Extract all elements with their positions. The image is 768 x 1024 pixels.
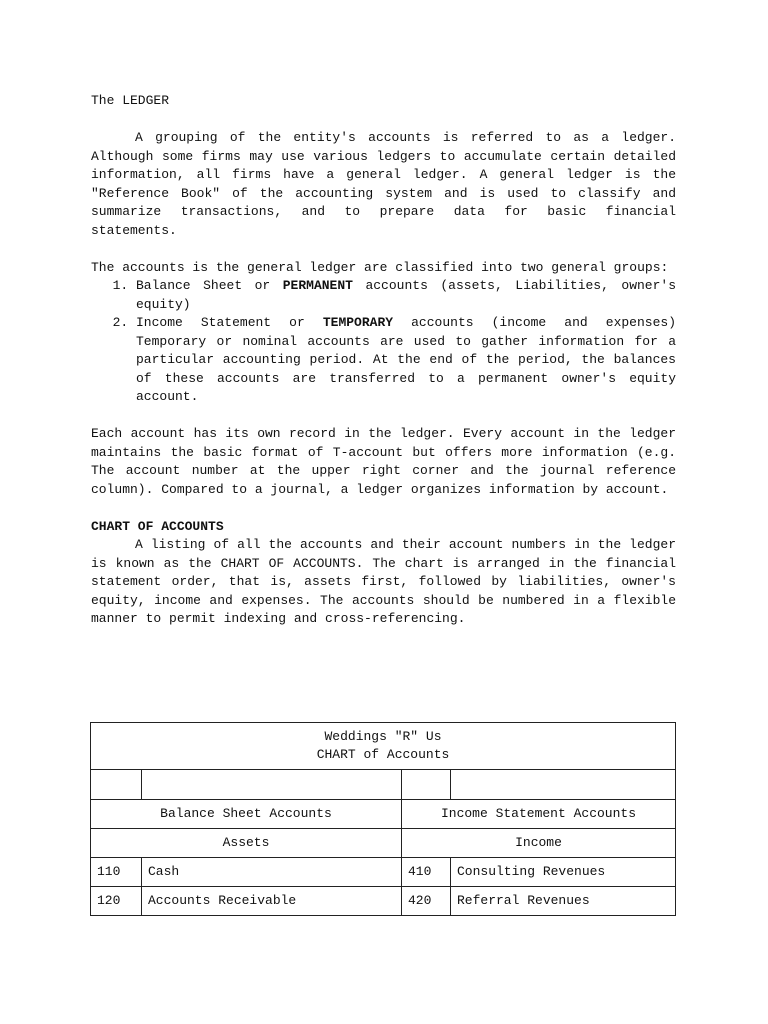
balance-sheet-header: Balance Sheet Accounts — [91, 800, 402, 829]
table-row — [91, 858, 676, 887]
chart-of-accounts-paragraph: A listing of all the accounts and their account numbers in the ledger is known as the CHART OF ACCOUNTS. The chart is arranged in the financial statement order, that is, assets first, followed by liabilities, owner's equity, income and expenses. The accounts should be numbered in a flexible manner to permit indexing and cross-referencing. — [91, 537, 676, 626]
document-title: The LEDGER — [91, 93, 170, 108]
account-name: Cash — [142, 858, 402, 887]
chart-of-accounts-table — [90, 722, 676, 916]
account-name: Consulting Revenues — [451, 858, 676, 887]
table-title: Weddings "R" Us CHART of Accounts — [91, 723, 676, 770]
account-number: 110 — [91, 858, 142, 887]
income-statement-header: Income Statement Accounts — [402, 800, 676, 829]
table-row — [91, 887, 676, 916]
account-number: 120 — [91, 887, 142, 916]
income-header: Income — [402, 829, 676, 858]
account-name: Accounts Receivable — [142, 887, 402, 916]
intro-paragraph: A grouping of the entity's accounts is referred to as a ledger. Although some firms may use various ledgers to accumulate certain detailed information, all firms have a general ledger. A general ledger is the "Reference Book" of the accounting system and is used to classify and summarize transactions, and to prepare data for basic financial statements. — [91, 130, 676, 238]
document-body — [91, 92, 676, 629]
assets-header: Assets — [91, 829, 402, 858]
category-header-row — [91, 829, 676, 858]
account-groups-list — [91, 277, 676, 407]
groups-intro-paragraph: The accounts is the general ledger are classified into two general groups: — [91, 259, 669, 275]
permanent-term: PERMANENT — [282, 278, 353, 293]
list-item: 1. Balance Sheet or PERMANENT accounts (assets, Liabilities, owner's equity) — [136, 277, 676, 314]
account-number: 410 — [402, 858, 451, 887]
section-header-row — [91, 800, 676, 829]
empty-row — [91, 770, 676, 800]
list-item: 2. Income Statement or TEMPORARY accounts (income and expenses) Temporary or nominal accounts are used to gather information for a particular accounting period. At the end of the period, the balances of these accounts are transferred to a permanent owner's equity account. — [136, 314, 676, 407]
chart-of-accounts-heading: CHART OF ACCOUNTS — [91, 518, 224, 534]
account-name: Referral Revenues — [451, 887, 676, 916]
account-number: 420 — [402, 887, 451, 916]
ledger-record-paragraph: Each account has its own record in the ledger. Every account in the ledger maintains the basic format of T-account but offers more information (e.g. The account number at the upper right corner and the journal reference column). Compared to a journal, a ledger organizes information by account. — [91, 426, 676, 497]
temporary-term: TEMPORARY — [322, 315, 394, 330]
